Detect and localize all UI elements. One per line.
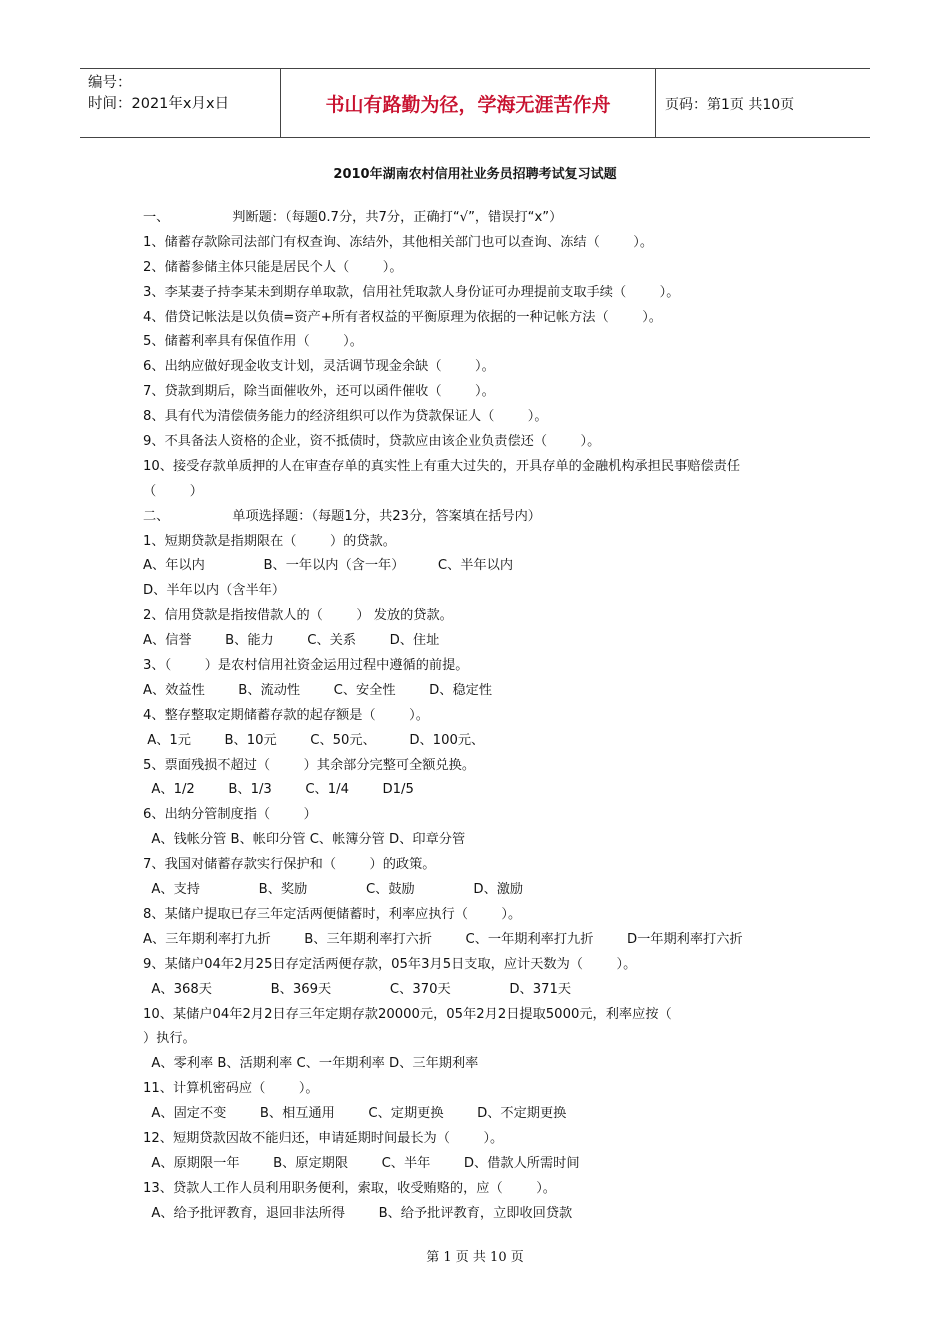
text-line: 1、储蓄存款除司法部门有权查询、冻结外，其他相关部门也可以查询、冻结（ ）。 bbox=[143, 234, 654, 250]
text-line: 7、贷款到期后，除当面催收外，还可以函件催收（ ）。 bbox=[143, 384, 495, 400]
page-footer: 第 1 页 共 10 页 bbox=[426, 1250, 524, 1265]
header-meta bbox=[88, 73, 229, 115]
text-line: 3、李某妻子持李某未到期存单取款，信用社凭取款人身份证可办理提前支取手续（ ）。 bbox=[143, 284, 680, 300]
text-line: A、368天 B、369天 C、370天 D、371天 bbox=[143, 981, 572, 997]
text-line: 7、我国对储蓄存款实行保护和（ ）的政策。 bbox=[143, 857, 436, 873]
text-line: A、原期限一年 B、原定期限 C、半年 D、借款人所需时间 bbox=[143, 1155, 580, 1171]
text-line: D、半年以内（含半年） bbox=[143, 583, 286, 599]
text-line: 5、票面残损不超过（ ）其余部分完整可全额兑换。 bbox=[143, 757, 476, 773]
text-line: （ ） bbox=[143, 483, 203, 499]
text-line: 4、整存整取定期储蓄存款的起存额是（ ）。 bbox=[143, 707, 429, 723]
text-line: 6、出纳应做好现金收支计划，灵活调节现金余缺（ ）。 bbox=[143, 359, 495, 375]
text-line: 二、 单项选择题：（每题1分，共23分，答案填在括号内） bbox=[143, 508, 541, 524]
text-line: A、钱帐分管 B、帐印分管 C、帐簿分管 D、印章分管 bbox=[143, 832, 466, 848]
text-line: 2、信用贷款是指按借款人的（ ） 发放的贷款。 bbox=[143, 608, 453, 624]
text-line: 3、（ ）是农村信用社资金运用过程中遵循的前提。 bbox=[143, 658, 469, 674]
text-line: A、支持 B、奖励 C、鼓励 D、激励 bbox=[143, 882, 524, 898]
text-line: 10、某储户04年2月2日存三年定期存款20000元，05年2月2日提取5000元，利率应按（ bbox=[143, 1006, 672, 1022]
text-line: A、1/2 B、1/3 C、1/4 D1/5 bbox=[143, 782, 414, 798]
text-line: A、信誉 B、能力 C、关系 D、住址 bbox=[143, 633, 440, 649]
text-line: 8、某储户提取已存三年定活两便储蓄时，利率应执行（ ）。 bbox=[143, 906, 522, 922]
page-header bbox=[80, 68, 870, 138]
text-line: 5、储蓄利率具有保值作用（ ）。 bbox=[143, 334, 363, 350]
date-label: 时间：2021年x月x日 bbox=[88, 96, 230, 112]
text-line: 9、不具备法人资格的企业，资不抵债时，贷款应由该企业负责偿还（ ）。 bbox=[143, 434, 601, 450]
text-line: A、固定不变 B、相互通用 C、定期更换 D、不定期更换 bbox=[143, 1106, 567, 1122]
text-line: 一、 判断题：（每题0.7分，共7分，正确打“√”，错误打“x”） bbox=[143, 210, 563, 225]
page-info: 页码：第1页 共10页 bbox=[665, 97, 795, 113]
text-line: A、1元 B、10元 C、50元、 D、100元、 bbox=[143, 732, 485, 748]
document-title: 2010年湖南农村信用社业务员招聘考试复习试题 bbox=[333, 167, 617, 182]
number-label: 编号： bbox=[88, 75, 132, 91]
text-line: 2、储蓄参储主体只能是居民个人（ ）。 bbox=[143, 259, 403, 275]
text-line: 11、计算机密码应（ ）。 bbox=[143, 1081, 319, 1097]
text-line: 4、借贷记帐法是以负债=资产+所有者权益的平衡原理为依据的一种记帐方法（ ）。 bbox=[143, 309, 662, 325]
text-line: 13、贷款人工作人员利用职务便利，索取，收受贿赂的，应（ ）。 bbox=[143, 1180, 556, 1196]
text-line: 8、具有代为清偿债务能力的经济组织可以作为贷款保证人（ ）。 bbox=[143, 409, 548, 425]
text-line: 9、某储户04年2月25日存定活两便存款，05年3月5日支取，应计天数为（ ）。 bbox=[143, 956, 637, 972]
text-line: 6、出纳分管制度指（ ） bbox=[143, 807, 317, 823]
text-line: A、三年期利率打九折 B、三年期利率打六折 C、一年期利率打九折 D一年期利率打六折 bbox=[143, 931, 743, 947]
text-line: A、零利率 B、活期利率 C、一年期利率 D、三年期利率 bbox=[143, 1056, 479, 1072]
text-line: 10、接受存款单质押的人在审查存单的真实性上有重大过失的，开具存单的金融机构承担民事赔偿责任 bbox=[143, 458, 741, 474]
document-body bbox=[143, 206, 823, 1227]
text-line: 1、短期贷款是指期限在（ ）的贷款。 bbox=[143, 533, 396, 549]
motto: 书山有路勤为径，学海无涯苦作舟 bbox=[280, 69, 656, 137]
text-line: A、年以内 B、一年以内（含一年） C、半年以内 bbox=[143, 558, 514, 574]
text-line: ）执行。 bbox=[143, 1031, 196, 1047]
text-line: A、给予批评教育，退回非法所得 B、给予批评教育，立即收回贷款 bbox=[143, 1205, 573, 1221]
text-line: 12、短期贷款因故不能归还，申请延期时间最长为（ ）。 bbox=[143, 1130, 504, 1146]
text-line: A、效益性 B、流动性 C、安全性 D、稳定性 bbox=[143, 682, 493, 698]
